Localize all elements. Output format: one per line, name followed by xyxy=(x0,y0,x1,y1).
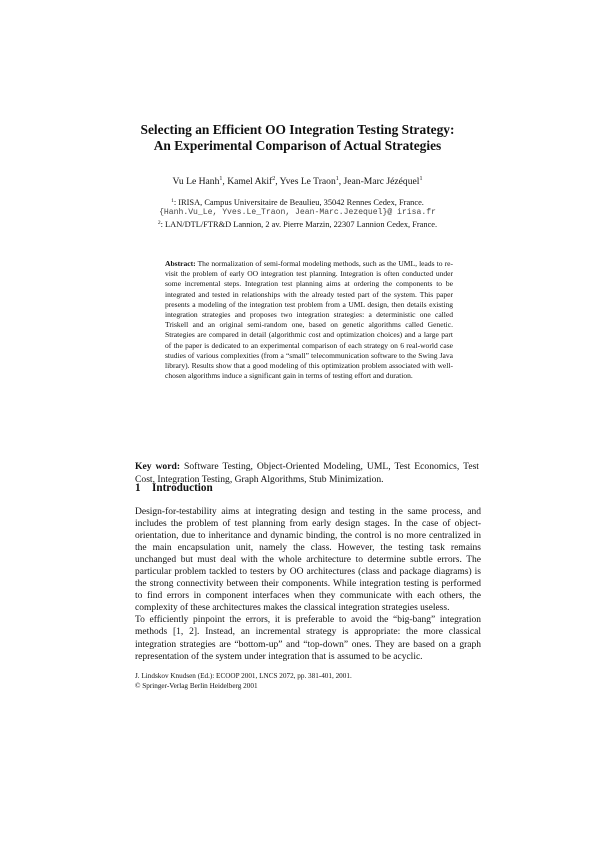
body-paragraph: To efficiently pinpoint the errors, it is preferable to avoid the “big-bang” integration methods [1, 2]. Instead, an incremental strategy is appropriate: the more classical integration strategies are “bottom-up” and “top-down” ones. They are based on a graph representation of the system under integration that is assumed to be acyclic. xyxy=(135,615,481,662)
affiliation-mark: 2 xyxy=(157,220,161,226)
author-name: Vu Le Hanh xyxy=(172,176,220,187)
body-paragraph: Design-for-testability aims at integrating design and testing in the same process, and includes the problem of test planning from early design stages. In the case of object-orientation, due to inheritance and dynamic binding, the control is no more centralized in the main encapsulation unit, namely the class. However, the testing task remains unchanged but must deal with the whole architecture to determine subtle errors. The particular problem tackled to testers by OO architectures (class and package diagrams) is the strong connectivity between their components. While integration testing is performed to find errors in component interfaces when they communicate with each others, the complexity of these architectures makes the classical integration strategies useless. xyxy=(135,507,481,614)
keywords-text: Software Testing, Object-Oriented Modeling, UML, Test Economics, Test Cost, Integration Testing, Graph Algorithms, Stub Minimization. xyxy=(135,461,479,485)
section-title: Introduction xyxy=(152,482,213,494)
author-affiliation-mark: 2 xyxy=(272,176,276,182)
affiliation-1-emails: {Hanh.Vu_Le, Yves.Le_Traon, Jean-Marc.Jezequel}@ irisa.fr xyxy=(159,208,436,217)
section-heading xyxy=(135,482,213,494)
author-affiliation-mark: 1 xyxy=(335,176,339,182)
author-affiliation-mark: 1 xyxy=(219,176,223,182)
section-body xyxy=(135,506,481,663)
paper-title-line-1: Selecting an Efficient OO Integration Testing Strategy: xyxy=(140,122,455,137)
citation-line: J. Lindskov Knudsen (Ed.): ECOOP 2001, LNCS 2072, pp. 381-401, 2001. xyxy=(135,672,352,680)
affiliation-mark: 1 xyxy=(171,198,174,204)
author-name: Kamel Akif xyxy=(227,176,273,187)
paper-title-line-2: An Experimental Comparison of Actual Strategies xyxy=(153,138,442,153)
author-affiliation-mark: 1 xyxy=(419,176,423,182)
author-list: Vu Le Hanh$^1$, Kamel Akif$^2$, Yves Le Traon$^1$, Jean-Marc Jézéquel$^1$ xyxy=(172,176,423,187)
author-name: Jean-Marc Jézéquel xyxy=(343,176,420,187)
copyright-footer xyxy=(135,672,352,691)
copyright-line: © Springer-Verlag Berlin Heidelberg 2001 xyxy=(135,681,258,690)
abstract xyxy=(165,259,453,381)
keywords-label: Key word: xyxy=(135,461,181,472)
affiliation-2 xyxy=(0,218,595,230)
abstract-text: The normalization of semi-formal modeling methods, such as the UML, leads to re-visit the problem of early OO integration test planning. Integration is often conducted under some incremental steps. Integration test planning aims at ordering the components to be integrated and tested in relationships with the already tested part of the system. This paper presents a modeling of the integration test problem from a UML design, then details existing integration strategies and proposes two integration strategies: a deterministic one called Triskell and an original semi-random one, based on genetic algorithms called Genetic. Strategies are compared in detail (algorithmic cost and optimization choices) and a large part of the paper is dedicated to an experimental comparison of each strategy on 6 real-world case studies of various complexities (from a “small” telecommunication software to the Swing Java library). Results show that a good modeling of this optimization problem associated with well-chosen algorithms induce a significant gain in terms of testing effort and duration. xyxy=(165,259,453,381)
author-name: Yves Le Traon xyxy=(279,176,336,187)
abstract-label: Abstract: xyxy=(165,259,196,268)
affiliation-1-text: : IRISA, Campus Universitaire de Beaulieu, 35042 Rennes Cedex, France. xyxy=(173,198,424,207)
affiliation-2-text: : LAN/DTL/FTR&D Lannion, 2 av. Pierre Marzin, 22307 Lannion Cedex, France. xyxy=(160,220,438,229)
section-number: 1 xyxy=(135,482,141,494)
